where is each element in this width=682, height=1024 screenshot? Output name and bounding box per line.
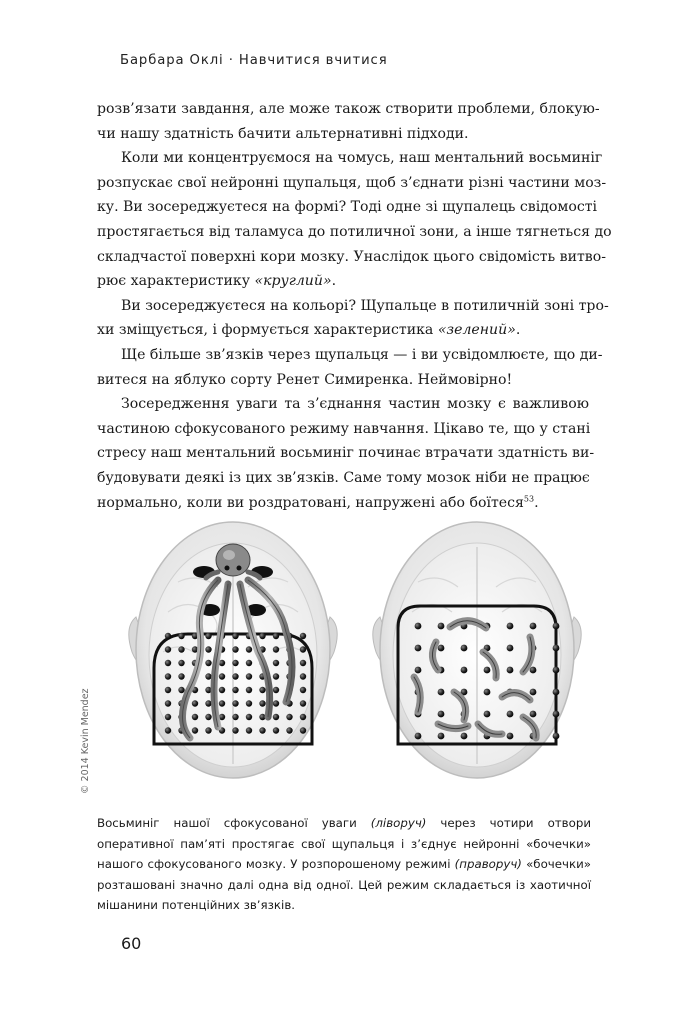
neuron-barrel-dot <box>273 633 279 639</box>
neuron-barrel-dot <box>553 711 560 718</box>
neuron-barrel-dot <box>300 633 306 639</box>
neuron-barrel-dot <box>205 673 211 679</box>
text-line: розпускає свої нейронні щупальця, щоб з’єднати різні частини моз- <box>97 174 607 191</box>
right-head <box>373 522 581 778</box>
text-line: складчастої поверхні кори мозку. Унаслідок цього свідомість витво- <box>97 248 606 265</box>
text-line: Ви зосереджуєтеся на кольорі? Щупальце в потиличній зоні тро- <box>121 297 609 314</box>
neuron-barrel-dot <box>165 646 171 652</box>
neuron-barrel-dot <box>300 714 306 720</box>
neuron-barrel-dot <box>165 727 171 733</box>
neuron-barrel-dot <box>461 645 468 652</box>
emphasis: «зелений» <box>437 322 516 339</box>
neuron-barrel-dot <box>273 714 279 720</box>
neuron-barrel-dot <box>273 673 279 679</box>
neuron-barrel-dot <box>165 687 171 693</box>
neuron-barrel-dot <box>178 687 184 693</box>
neuron-barrel-dot <box>484 667 491 674</box>
neuron-barrel-dot <box>259 727 265 733</box>
neuron-barrel-dot <box>286 714 292 720</box>
text-run: нашого сфокусованого мозку. У розпорошеному режимі <box>97 857 455 871</box>
neuron-barrel-dot <box>219 700 225 706</box>
neuron-barrel-dot <box>415 645 422 652</box>
neuron-barrel-dot <box>205 727 211 733</box>
neuron-barrel-dot <box>507 733 514 740</box>
neuron-barrel-dot <box>259 700 265 706</box>
paragraph-1 <box>97 97 600 146</box>
neuron-barrel-dot <box>232 646 238 652</box>
neuron-barrel-dot <box>259 633 265 639</box>
neuron-barrel-dot <box>553 645 560 652</box>
neuron-barrel-dot <box>438 711 445 718</box>
neuron-barrel-dot <box>273 727 279 733</box>
neuron-barrel-dot <box>553 623 560 630</box>
text-line: ку. Ви зосереджуєтеся на формі? Тоді одне зі щупалець свідомості <box>97 199 598 216</box>
neuron-barrel-dot <box>219 687 225 693</box>
neuron-barrel-dot <box>438 733 445 740</box>
neuron-barrel-dot <box>300 687 306 693</box>
neuron-barrel-dot <box>178 660 184 666</box>
neuron-barrel-dot <box>246 687 252 693</box>
caption-line: мішанини потенційних зв’язків. <box>97 898 296 912</box>
neuron-barrel-dot <box>415 667 422 674</box>
text-line: частиною сфокусованого режиму навчання. Цікаво те, що у стані <box>97 420 591 437</box>
neuron-barrel-dot <box>259 687 265 693</box>
text-run: хи зміщується, і формується характеристика <box>97 322 438 339</box>
caption-line: оперативної пам’яті простягає свої щупальця і з’єднує нейронні «бочечки» <box>97 836 591 851</box>
emphasis: (праворуч) <box>454 857 522 871</box>
neuron-barrel-dot <box>553 689 560 696</box>
text-line: витеся на яблуко сорту Ренет Симиренка. Неймовірно! <box>97 371 513 388</box>
neuron-barrel-dot <box>192 700 198 706</box>
text-line: чи нашу здатність бачити альтернативні підходи. <box>97 125 469 142</box>
neuron-barrel-dot <box>232 633 238 639</box>
body-text <box>97 97 612 515</box>
text-line <box>97 269 589 294</box>
neuron-barrel-dot <box>507 711 514 718</box>
neuron-barrel-dot <box>205 646 211 652</box>
text-run: Восьминіг нашої сфокусованої уваги <box>97 816 371 830</box>
text-line: Зосередження уваги та з’єднання частин мозку є важливою <box>121 396 589 413</box>
neuron-barrel-dot <box>438 689 445 696</box>
neuron-barrel-dot <box>553 733 560 740</box>
neuron-barrel-dot <box>205 714 211 720</box>
neuron-barrel-dot <box>165 660 171 666</box>
neuron-barrel-dot <box>192 727 198 733</box>
brain-figure-svg <box>118 502 588 802</box>
text-run: «бочечки» <box>521 857 591 871</box>
paragraph-2 <box>97 146 612 294</box>
neuron-barrel-dot <box>232 700 238 706</box>
neuron-barrel-dot <box>178 673 184 679</box>
text-line: будовувати деякі із цих зв’язків. Саме тому мозок ніби не працює <box>97 469 590 486</box>
neuron-barrel-dot <box>273 660 279 666</box>
paragraph-5 <box>97 392 595 515</box>
neuron-barrel-dot <box>484 711 491 718</box>
emphasis: (ліворуч) <box>370 816 427 830</box>
text-run: рює характеристику <box>97 273 255 290</box>
caption-line <box>97 854 591 875</box>
neuron-barrel-dot <box>530 711 537 718</box>
text-line: розв’язати завдання, але може також створити проблеми, блокую- <box>97 101 600 117</box>
left-head <box>129 522 337 778</box>
neuron-barrel-dot <box>178 633 184 639</box>
neuron-barrel-dot <box>178 646 184 652</box>
neuron-barrel-dot <box>205 700 211 706</box>
neuron-barrel-dot <box>246 673 252 679</box>
neuron-barrel-dot <box>438 645 445 652</box>
neuron-barrel-dot <box>165 673 171 679</box>
neuron-barrel-dot <box>300 727 306 733</box>
neuron-barrel-dot <box>461 667 468 674</box>
neuron-barrel-dot <box>232 727 238 733</box>
caption-line <box>97 813 591 834</box>
neuron-barrel-dot <box>530 667 537 674</box>
image-credit: © 2014 Kevin Mendez <box>80 688 91 794</box>
neuron-barrel-dot <box>246 660 252 666</box>
running-header <box>120 53 388 68</box>
neuron-barrel-dot <box>553 667 560 674</box>
text-line: простягається від таламуса до потиличної зони, а інше тягнеться до <box>97 223 612 240</box>
neuron-barrel-dot <box>415 623 422 630</box>
neuron-barrel-dot <box>415 733 422 740</box>
text-line: стресу наш ментальний восьминіг починає втрачати здатність ви- <box>97 445 595 462</box>
neuron-barrel-dot <box>507 623 514 630</box>
neuron-barrel-dot <box>300 646 306 652</box>
neuron-barrel-dot <box>438 623 445 630</box>
neuron-barrel-dot <box>246 727 252 733</box>
neuron-barrel-dot <box>300 700 306 706</box>
neuron-barrel-dot <box>273 687 279 693</box>
neuron-barrel-dot <box>300 673 306 679</box>
text-line: Ще більше зв’язків через щупальця — і ви усвідомлюєте, що ди- <box>121 346 603 363</box>
emphasis: «круглий» <box>254 273 332 290</box>
neuron-barrel-dot <box>273 700 279 706</box>
text-run: нормально, коли ви роздратовані, напружені або боїтеся <box>97 494 524 511</box>
neuron-barrel-dot <box>507 645 514 652</box>
paragraph-4 <box>97 343 603 392</box>
text-line <box>97 318 589 343</box>
text-run: . <box>331 273 337 290</box>
text-run: . <box>534 494 539 511</box>
neuron-barrel-dot <box>232 714 238 720</box>
neuron-barrel-dot <box>246 700 252 706</box>
neuron-barrel-dot <box>246 714 252 720</box>
neuron-barrel-dot <box>300 660 306 666</box>
neuron-barrel-dot <box>165 700 171 706</box>
header-separator: · <box>228 53 234 68</box>
neuron-barrel-dot <box>246 646 252 652</box>
neuron-barrel-dot <box>192 714 198 720</box>
neuron-barrel-dot <box>165 633 171 639</box>
neuron-barrel-dot <box>461 733 468 740</box>
neuron-barrel-dot <box>484 689 491 696</box>
figure-caption <box>97 813 591 916</box>
header-author: Барбара Оклі <box>120 53 224 68</box>
neuron-barrel-dot <box>205 660 211 666</box>
neuron-barrel-dot <box>530 623 537 630</box>
neuron-barrel-dot <box>232 687 238 693</box>
brain-illustration <box>118 502 588 802</box>
neuron-barrel-dot <box>286 727 292 733</box>
neuron-barrel-dot <box>232 673 238 679</box>
text-line: Коли ми концентруємося на чомусь, наш ментальний восьминіг <box>121 150 603 167</box>
neuron-barrel-dot <box>205 633 211 639</box>
neuron-barrel-dot <box>273 646 279 652</box>
caption-line: розташовані значно далі одна від одної. Цей режим складається із хаотичної <box>97 877 591 892</box>
footnote-ref: 53 <box>523 493 535 503</box>
neuron-barrel-dot <box>530 689 537 696</box>
neuron-barrel-dot <box>507 667 514 674</box>
text-run: . <box>515 322 521 339</box>
neuron-barrel-dot <box>219 673 225 679</box>
header-book-title: Навчитися вчитися <box>238 53 388 68</box>
text-run: через чотири отвори <box>426 816 591 830</box>
page-number: 60 <box>121 934 142 953</box>
paragraph-3 <box>97 294 609 343</box>
neuron-barrel-dot <box>232 660 238 666</box>
neuron-barrel-dot <box>165 714 171 720</box>
